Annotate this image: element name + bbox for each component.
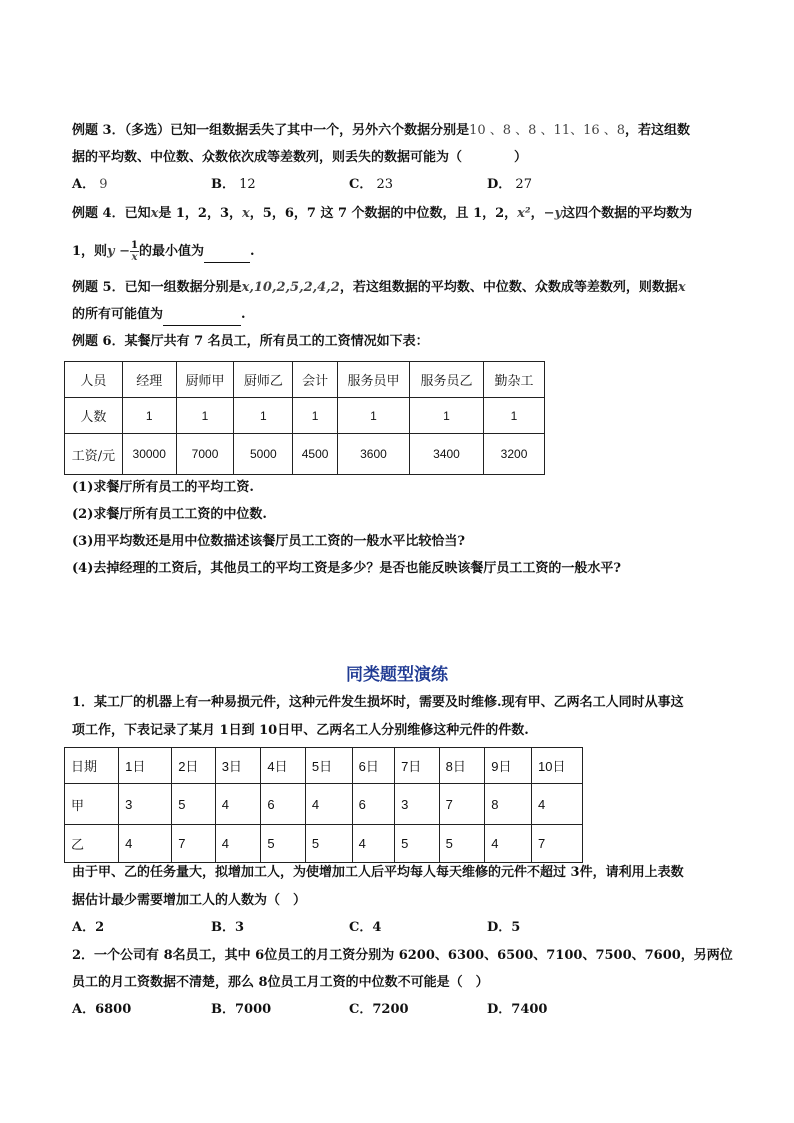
p1-option-d: D．5 xyxy=(487,920,521,935)
ex3-option-c: C． 23 xyxy=(349,177,394,192)
table-cell: 5 xyxy=(172,784,216,825)
table-cell: 6 xyxy=(261,784,306,825)
table-cell: 8 xyxy=(485,784,532,825)
table-cell: 1 xyxy=(337,398,409,434)
table-cell: 5日 xyxy=(305,748,352,784)
table-cell: 10日 xyxy=(532,748,583,784)
table-cell: 6日 xyxy=(352,748,394,784)
table-cell: 5 xyxy=(395,825,440,863)
table-cell: 勤杂工 xyxy=(484,362,545,398)
table-cell: 4 xyxy=(119,825,172,863)
ex3-text: 例题 3．（多选）已知一组数据丢失了其中一个，另外六个数据分别是 xyxy=(72,123,470,138)
table-cell: 3200 xyxy=(484,434,545,475)
ex6-question-4: (4)去掉经理的工资后，其他员工的平均工资是多少？是否也能反映该餐厅员工工资的一般水平? xyxy=(72,561,621,576)
table-cell: 服务员甲 xyxy=(337,362,409,398)
table-cell: 乙 xyxy=(65,825,119,863)
answer-blank xyxy=(163,305,241,326)
var-x: x xyxy=(677,280,686,295)
p1-option-c: C．4 xyxy=(349,920,382,935)
var-x: x xyxy=(242,206,250,221)
table-cell: 5000 xyxy=(234,434,293,475)
p1-line4: 据估计最少需要增加工人的人数为（ ） xyxy=(72,893,307,908)
table-row xyxy=(65,398,545,434)
table-cell: 5 xyxy=(439,825,485,863)
ex4-line1: 例题 4．已知x是 1，2，3，x，5，6，7 这 7 个数据的中位数，且 1，2，x²，−y这四个数据的平均数为 xyxy=(72,206,693,221)
table-cell: 5 xyxy=(305,825,352,863)
table-row xyxy=(65,784,583,825)
p2-line1: 2．一个公司有 8名员工，其中 6位员工的月工资分别为 6200、6300、6500、7100、7500、7600，另两位 xyxy=(72,948,733,963)
table-cell: 日期 xyxy=(65,748,119,784)
table-header-row xyxy=(65,362,545,398)
table-cell: 甲 xyxy=(65,784,119,825)
expr-y: y − xyxy=(107,244,131,259)
table-header-row xyxy=(65,748,583,784)
table-cell: 1 xyxy=(234,398,293,434)
table-cell: 会计 xyxy=(293,362,338,398)
ex3-text-tail: ，若这组数 xyxy=(625,123,691,138)
table-cell: 工资/元 xyxy=(65,434,123,475)
table-cell: 服务员乙 xyxy=(409,362,483,398)
table-cell: 人员 xyxy=(65,362,123,398)
table-cell: 7000 xyxy=(176,434,234,475)
table-cell: 30000 xyxy=(122,434,176,475)
table-cell: 4 xyxy=(532,784,583,825)
table-cell: 厨师甲 xyxy=(176,362,234,398)
table-cell: 7 xyxy=(439,784,485,825)
p2-option-a: A．6800 xyxy=(72,1002,132,1017)
table-cell: 1 xyxy=(409,398,483,434)
x-squared: x² xyxy=(517,206,531,221)
table-cell: 3 xyxy=(395,784,440,825)
table-cell: 7 xyxy=(172,825,216,863)
p1-line1: 1．某工厂的机器上有一种易损元件，这种元件发生损坏时，需要及时维修.现有甲、乙两名工人同时从事这 xyxy=(72,695,684,710)
ex6-question-2: (2)求餐厅所有员工工资的中位数. xyxy=(72,507,267,522)
var-x: x xyxy=(150,206,159,221)
repair-count-table xyxy=(64,747,583,863)
table-row xyxy=(65,434,545,475)
ex5-data-list: x,10,2,5,2,4,2 xyxy=(241,280,340,295)
table-cell: 6 xyxy=(352,784,394,825)
table-cell: 1 xyxy=(293,398,338,434)
ex4-line2: 1，则y − $\frac{1}{x}$ 的最小值为 . xyxy=(72,240,255,263)
p2-option-b: B．7000 xyxy=(211,1002,272,1017)
ex3-data-list: 10 、8 、8 、11、16 、8 xyxy=(469,123,626,138)
table-cell: 3日 xyxy=(215,748,261,784)
table-cell: 1日 xyxy=(119,748,172,784)
p1-option-a: A．2 xyxy=(72,920,105,935)
ex3-line2: 据的平均数、中位数、众数依次成等差数列，则丢失的数据可能为（ ） xyxy=(72,150,528,165)
table-cell: 9日 xyxy=(485,748,532,784)
table-row xyxy=(65,825,583,863)
table-cell: 7 xyxy=(532,825,583,863)
p1-line2: 项工作，下表记录了某月 1日到 10日甲、乙两名工人分别维修这种元件的件数. xyxy=(72,723,529,738)
answer-blank xyxy=(204,242,250,263)
table-cell: 经理 xyxy=(122,362,176,398)
p2-line2: 员工的月工资数据不清楚，那么 8位员工月工资的中位数不可能是（ ） xyxy=(72,975,489,990)
table-cell: 4日 xyxy=(261,748,306,784)
table-cell: 3600 xyxy=(337,434,409,475)
table-cell: 4500 xyxy=(293,434,338,475)
ex6-question-1: (1)求餐厅所有员工的平均工资. xyxy=(72,480,254,495)
p1-line3: 由于甲、乙的任务量大，拟增加工人，为使增加工人后平均每人每天维修的元件不超过 3件，请利用上表数 xyxy=(72,865,684,880)
table-cell: 4 xyxy=(485,825,532,863)
table-cell: 4 xyxy=(215,784,261,825)
section-title: 同类题型演练 xyxy=(346,665,448,685)
table-cell: 4 xyxy=(215,825,261,863)
table-cell: 1 xyxy=(484,398,545,434)
table-cell: 1 xyxy=(176,398,234,434)
table-cell: 4 xyxy=(352,825,394,863)
ex5-line1: 例题 5．已知一组数据分别是x,10,2,5,2,4,2，若这组数据的平均数、中位数、众数成等差数列，则数据x xyxy=(72,280,686,295)
table-cell: 4 xyxy=(305,784,352,825)
table-cell: 1 xyxy=(122,398,176,434)
ex5-line2: 的所有可能值为 . xyxy=(72,305,246,326)
table-cell: 8日 xyxy=(439,748,485,784)
table-cell: 7日 xyxy=(395,748,440,784)
table-cell: 3 xyxy=(119,784,172,825)
neg-y: −y xyxy=(543,206,563,221)
ex3-line1 xyxy=(72,121,690,141)
salary-table xyxy=(64,361,545,475)
table-cell: 3400 xyxy=(409,434,483,475)
ex6-intro: 例题 6．某餐厅共有 7 名员工，所有员工的工资情况如下表： xyxy=(72,334,429,349)
ex3-option-a: A． 9 xyxy=(72,177,108,192)
p1-option-b: B．3 xyxy=(211,920,245,935)
p2-option-d: D．7400 xyxy=(487,1002,548,1017)
ex3-option-d: D． 27 xyxy=(487,177,532,192)
ex3-option-b: B． 12 xyxy=(211,177,256,192)
table-cell: 人数 xyxy=(65,398,123,434)
fraction-1-over-x: $\frac{1}{x}$ xyxy=(131,240,138,263)
table-cell: 2日 xyxy=(172,748,216,784)
p2-option-c: C．7200 xyxy=(349,1002,409,1017)
table-cell: 厨师乙 xyxy=(234,362,293,398)
table-cell: 5 xyxy=(261,825,306,863)
ex6-question-3: (3)用平均数还是用中位数描述该餐厅员工工资的一般水平比较恰当? xyxy=(72,534,465,549)
